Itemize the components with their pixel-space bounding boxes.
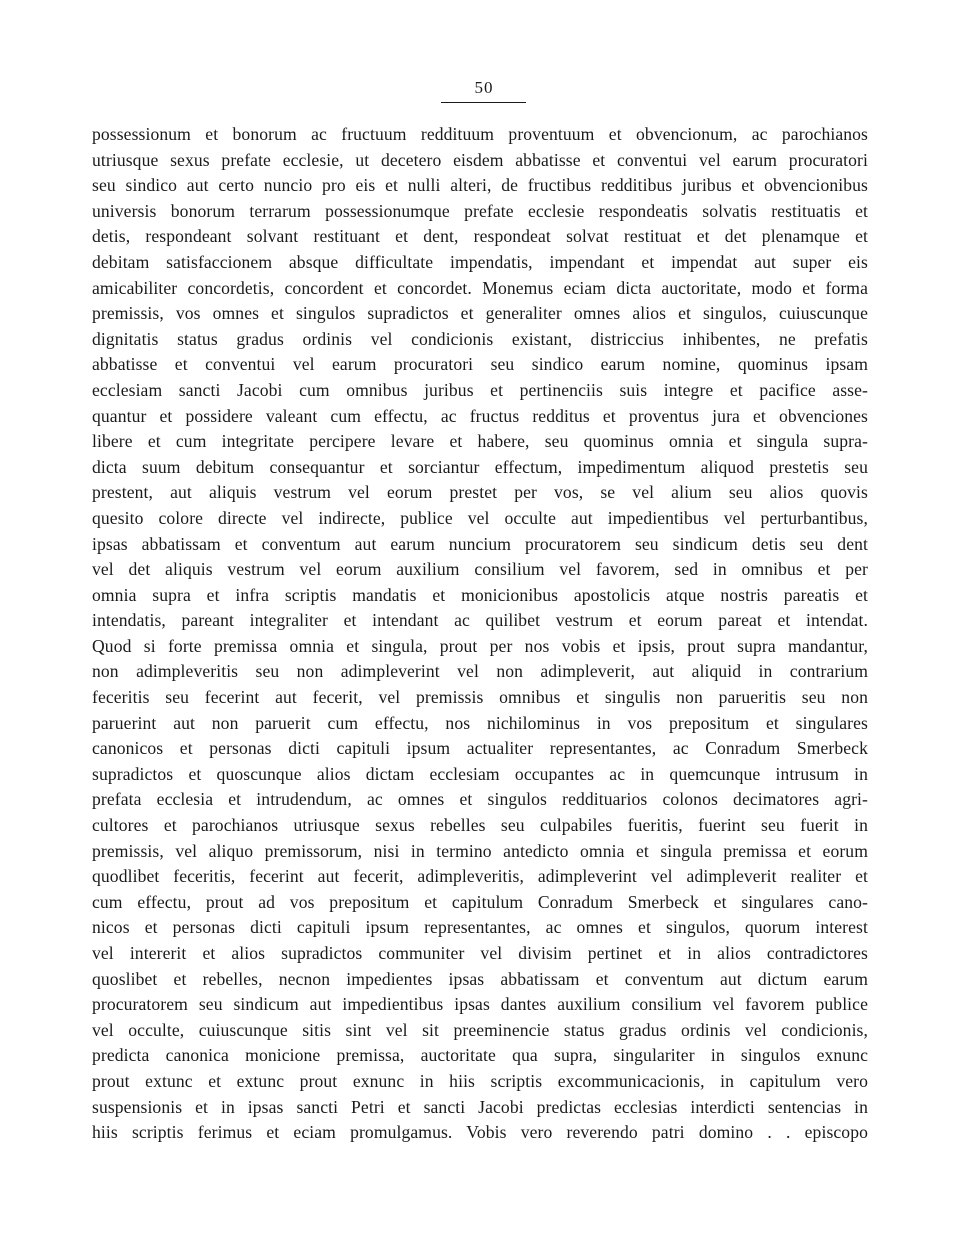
text-line: quesito colore directe vel indirecte, publice vel occulte aut impedientibus vel perturbantibus, xyxy=(92,507,868,528)
text-line: feceritis seu fecerint aut fecerit, vel premissis omnibus et singulis non parueritis seu non xyxy=(92,687,868,708)
text-line: predicta canonica monicione premissa, auctoritate qua supra, singulariter in singulos exnunc xyxy=(92,1045,868,1066)
text-line: dignitatis status gradus ordinis vel condicionis existant, districcius inhibentes, ne prefatis xyxy=(92,328,868,349)
text-line: paruerint aut non paruerit cum effectu, nos nichilominus in vos prepositum et singulares xyxy=(92,712,868,733)
text-line: possessionum et bonorum ac fructuum reddituum proventuum et obvencionum, ac parochianos xyxy=(92,124,868,144)
text-line: seu sindico aut certo nuncio pro eis et nulli alteri, de fructibus redditibus juribus et obvencionibus xyxy=(92,175,868,196)
text-line: canonicos et personas dicti capituli ipsum actualiter representantes, ac Conradum Smerbeck xyxy=(92,738,868,759)
text-line: vel intererit et alios supradictos communiter vel divisim pertinet et in alios contradictores xyxy=(92,943,868,963)
text-line: prestent, aut aliquis vestrum vel eorum prestet per vos, se vel alium seu alios quovis xyxy=(92,482,868,503)
text-line: vel occulte, cuiuscunque sitis sint vel sit preeminencie status gradus ordinis vel condicionis, xyxy=(92,1019,868,1040)
text-line: procuratorem seu sindicum aut impedientibus ipsas dantes auxilium consilium vel favorem publice xyxy=(92,994,868,1015)
body-text xyxy=(92,122,868,1146)
page-number-rule xyxy=(441,102,526,103)
text-line: cultores et parochianos utriusque sexus rebelles seu culpabiles fueritis, fuerint seu fuerit in xyxy=(92,815,868,836)
text-line: dicta suum debitum consequantur et sorciantur effectum, impedimentum aliquod prestetis seu xyxy=(92,456,868,477)
text-line: libere et cum integritate percipere levare et habere, seu quominus omnia et singula supra- xyxy=(92,431,868,452)
text-line: prout extunc et extunc prout exnunc in hiis scriptis excommunicacionis, in capitulum vero xyxy=(92,1070,868,1091)
text-line: ecclesiam sancti Jacobi cum omnibus juribus et pertinenciis suis integre et pacifice asse- xyxy=(92,379,868,400)
text-line: non adimpleveritis seu non adimpleverint vel non adimpleverit, aut aliquid in contrarium xyxy=(92,661,868,682)
text-line: intendatis, pareant integraliter et intendant ac quilibet vestrum et eorum pareat et intendat. xyxy=(92,610,868,631)
text-line: cum effectu, prout ad vos prepositum et capitulum Conradum Smerbeck et singulares cano- xyxy=(92,891,868,912)
text-line: utriusque sexus prefate ecclesie, ut decetero eisdem abbatisse et conventui vel earum procuratori xyxy=(92,149,868,170)
text-line: quantur et possidere valeant cum effectu, ac fructus redditus et proventus jura et obvenciones xyxy=(92,405,868,426)
page-number: 50 xyxy=(474,78,494,97)
text-line: premissis, vel aliquo premissorum, nisi in termino antedicto omnia et singula premissa et eorum xyxy=(92,840,868,861)
text-line: quoslibet et rebelles, necnon impedientes ipsas abbatissam et conventum aut dictum earum xyxy=(92,968,868,989)
text-line: nicos et personas dicti capituli ipsum representantes, ac omnes et singulos, quorum interest xyxy=(92,917,868,938)
text-line: Quod si forte premissa omnia et singula, prout per nos vobis et ipsis, prout supra mandantur, xyxy=(92,635,868,656)
text-line: prefata ecclesia et intrudendum, ac omnes et singulos reddituarios colonos decimatores agri- xyxy=(92,789,868,810)
text-line: hiis scriptis ferimus et eciam promulgamus. Vobis vero reverendo patri domino . . episcopo xyxy=(92,1122,868,1143)
text-line: ipsas abbatissam et conventum aut earum nuncium procuratorem seu sindicum detis seu dent xyxy=(92,533,868,554)
text-line: suspensionis et in ipsas sancti Petri et sancti Jacobi predictas ecclesias interdicti sentencias in xyxy=(92,1096,868,1117)
text-line: universis bonorum terrarum possessionumque prefate ecclesie respondeatis solvatis restituatis et xyxy=(92,200,868,221)
text-line: abbatisse et conventui vel earum procuratori seu sindico earum nomine, quominus ipsam xyxy=(92,354,868,375)
text-line: debitam satisfaccionem absque difficultate impendatis, impendant et impendat aut super eis xyxy=(92,251,868,272)
text-line: omnia supra et infra scriptis mandatis et monicionibus apostolicis atque nostris pareatis et xyxy=(92,584,868,605)
text-line: amicabiliter concordetis, concordent et concordet. Monemus eciam dicta auctoritate, modo et forma xyxy=(92,277,868,298)
text-line: supradictos et quoscunque alios dictam ecclesiam occupantes ac in quemcunque intrusum in xyxy=(92,763,868,784)
text-line: detis, respondeant solvant restituant et dent, respondeat solvat restituat et det plenamque et xyxy=(92,226,868,247)
text-line: premissis, vos omnes et singulos supradictos et generaliter omnes alios et singulos, cuiuscunque xyxy=(92,303,868,324)
text-line: vel det aliquis vestrum vel eorum auxilium consilium vel favorem, sed in omnibus et per xyxy=(92,559,868,580)
text-line: quodlibet feceritis, fecerint aut fecerit, adimpleveritis, adimpleverint vel adimpleverit realiter et xyxy=(92,866,868,887)
